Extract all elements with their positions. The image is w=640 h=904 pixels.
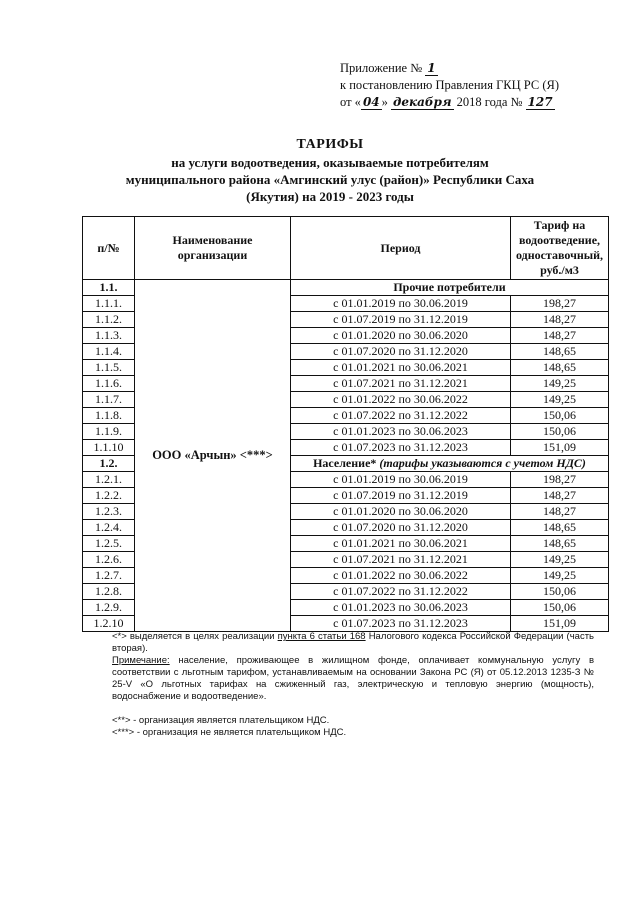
row-price: 148,27 — [511, 328, 609, 344]
row-period: с 01.01.2023 по 30.06.2023 — [291, 600, 511, 616]
row-price: 150,06 — [511, 584, 609, 600]
title-line-3: (Якутия) на 2019 - 2023 годы — [246, 189, 414, 204]
row-period: с 01.07.2022 по 31.12.2022 — [291, 408, 511, 424]
row-num: 1.2.1. — [83, 472, 135, 488]
row-price: 148,27 — [511, 504, 609, 520]
header-org: Наименование организации — [135, 217, 291, 280]
row-price: 148,65 — [511, 344, 609, 360]
row-period: с 01.07.2019 по 31.12.2019 — [291, 312, 511, 328]
note-label: Примечание: — [112, 655, 170, 666]
organization-name: ООО «Арчын» <***> — [135, 280, 291, 632]
footnote-note — [112, 655, 594, 703]
section-title-text: Прочие потребители — [393, 280, 506, 294]
appendix-line-3 — [340, 94, 630, 111]
row-num: 1.2.4. — [83, 520, 135, 536]
date-prefix: от « — [340, 95, 361, 109]
row-price: 148,65 — [511, 520, 609, 536]
row-num: 1.2.6. — [83, 552, 135, 568]
title-line-2: муниципального района «Амгинский улус (район)» Республики Саха — [125, 172, 535, 187]
row-num: 1.1.6. — [83, 376, 135, 392]
order-number: 127 — [527, 95, 553, 109]
header-price: Тариф на водоотведение, одноставочный, руб./м3 — [511, 217, 609, 280]
row-period: с 01.01.2020 по 30.06.2020 — [291, 504, 511, 520]
row-num: 1.2.2. — [83, 488, 135, 504]
row-price: 151,09 — [511, 616, 609, 632]
row-num: 1.1.7. — [83, 392, 135, 408]
row-num: 1.2.8. — [83, 584, 135, 600]
date-month: декабря — [393, 95, 452, 109]
table-header-row — [83, 217, 609, 280]
header-num: п/№ — [83, 217, 135, 280]
row-price: 148,65 — [511, 360, 609, 376]
tariffs-table — [82, 216, 609, 632]
row-period: с 01.07.2021 по 31.12.2021 — [291, 376, 511, 392]
section-title-text: Население* — [313, 456, 377, 470]
row-period: с 01.01.2023 по 30.06.2023 — [291, 424, 511, 440]
row-num: 1.1.5. — [83, 360, 135, 376]
row-price: 198,27 — [511, 296, 609, 312]
row-num: 1.2.9. — [83, 600, 135, 616]
row-period: с 01.01.2022 по 30.06.2022 — [291, 392, 511, 408]
row-num: 1.1.4. — [83, 344, 135, 360]
row-period: с 01.07.2021 по 31.12.2021 — [291, 552, 511, 568]
date-day: 04 — [362, 95, 380, 109]
date-year: 2018 года № — [456, 95, 523, 109]
row-price: 149,25 — [511, 552, 609, 568]
row-period: с 01.07.2020 по 31.12.2020 — [291, 344, 511, 360]
appendix-block — [340, 60, 630, 111]
section-num: 1.2. — [83, 456, 135, 472]
header-period: Период — [291, 217, 511, 280]
row-price: 150,06 — [511, 424, 609, 440]
note-text: население, проживающее в жилищном фонде, оплачивает коммунальную услугу в соответствии с льготным тарифом, устанавливаемым на основании Закона РС (Я) от 05.12.2013 1235-З № 25-V «О льготных тарифах на сжиженный газ, электрическую и тепловую энергию (мощность), водоснабжение и водоотведение». — [112, 655, 594, 702]
row-price: 150,06 — [511, 408, 609, 424]
appendix-line-1 — [340, 60, 630, 77]
tax-code-link[interactable]: пункта 6 статьи 168 — [277, 631, 366, 642]
row-period: с 01.07.2023 по 31.12.2023 — [291, 440, 511, 456]
row-price: 148,27 — [511, 488, 609, 504]
section-title — [291, 456, 609, 472]
row-period: с 01.07.2023 по 31.12.2023 — [291, 616, 511, 632]
document-title-block — [60, 136, 600, 205]
row-num: 1.1.8. — [83, 408, 135, 424]
row-period: с 01.01.2022 по 30.06.2022 — [291, 568, 511, 584]
document-title: ТАРИФЫ — [296, 137, 364, 152]
row-price: 149,25 — [511, 392, 609, 408]
footnote-vat-payer: <**> - организация является плательщиком НДС. — [112, 715, 330, 726]
row-num: 1.2.3. — [83, 504, 135, 520]
footnotes — [112, 631, 594, 739]
date-mid: » — [381, 95, 388, 109]
row-period: с 01.07.2022 по 31.12.2022 — [291, 584, 511, 600]
row-num: 1.2.7. — [83, 568, 135, 584]
row-period: с 01.01.2020 по 30.06.2020 — [291, 328, 511, 344]
footnote-vat-purpose — [112, 631, 594, 655]
row-num: 1.1.1. — [83, 296, 135, 312]
row-price: 150,06 — [511, 600, 609, 616]
row-price: 198,27 — [511, 472, 609, 488]
row-price: 151,09 — [511, 440, 609, 456]
row-num: 1.1.10 — [83, 440, 135, 456]
row-num: 1.1.3. — [83, 328, 135, 344]
row-period: с 01.01.2021 по 30.06.2021 — [291, 360, 511, 376]
row-price: 149,25 — [511, 376, 609, 392]
footnote-text: Налогового кодекса Российской Федерации (часть вторая). — [112, 631, 594, 654]
section-title — [291, 280, 609, 296]
row-price: 149,25 — [511, 568, 609, 584]
row-period: с 01.07.2019 по 31.12.2019 — [291, 488, 511, 504]
row-num: 1.1.9. — [83, 424, 135, 440]
row-period: с 01.01.2019 по 30.06.2019 — [291, 296, 511, 312]
row-price: 148,65 — [511, 536, 609, 552]
footnote-text: <*> выделяется в целях реализации — [112, 631, 278, 642]
appendix-line-2: к постановлению Правления ГКЦ РС (Я) — [340, 78, 560, 92]
appendix-label: Приложение № — [340, 61, 423, 75]
row-period: с 01.07.2020 по 31.12.2020 — [291, 520, 511, 536]
footnote-not-vat-payer: <***> - организация не является плательщиком НДС. — [112, 727, 347, 738]
row-num: 1.2.10 — [83, 616, 135, 632]
section-title-note: (тарифы указываются с учетом НДС) — [379, 456, 586, 470]
title-line-1: на услуги водоотведения, оказываемые потребителям — [171, 155, 489, 170]
row-price: 148,27 — [511, 312, 609, 328]
row-num: 1.2.5. — [83, 536, 135, 552]
section-row — [83, 280, 609, 296]
row-period: с 01.01.2021 по 30.06.2021 — [291, 536, 511, 552]
row-period: с 01.01.2019 по 30.06.2019 — [291, 472, 511, 488]
section-num: 1.1. — [83, 280, 135, 296]
row-num: 1.1.2. — [83, 312, 135, 328]
appendix-number: 1 — [427, 61, 436, 75]
